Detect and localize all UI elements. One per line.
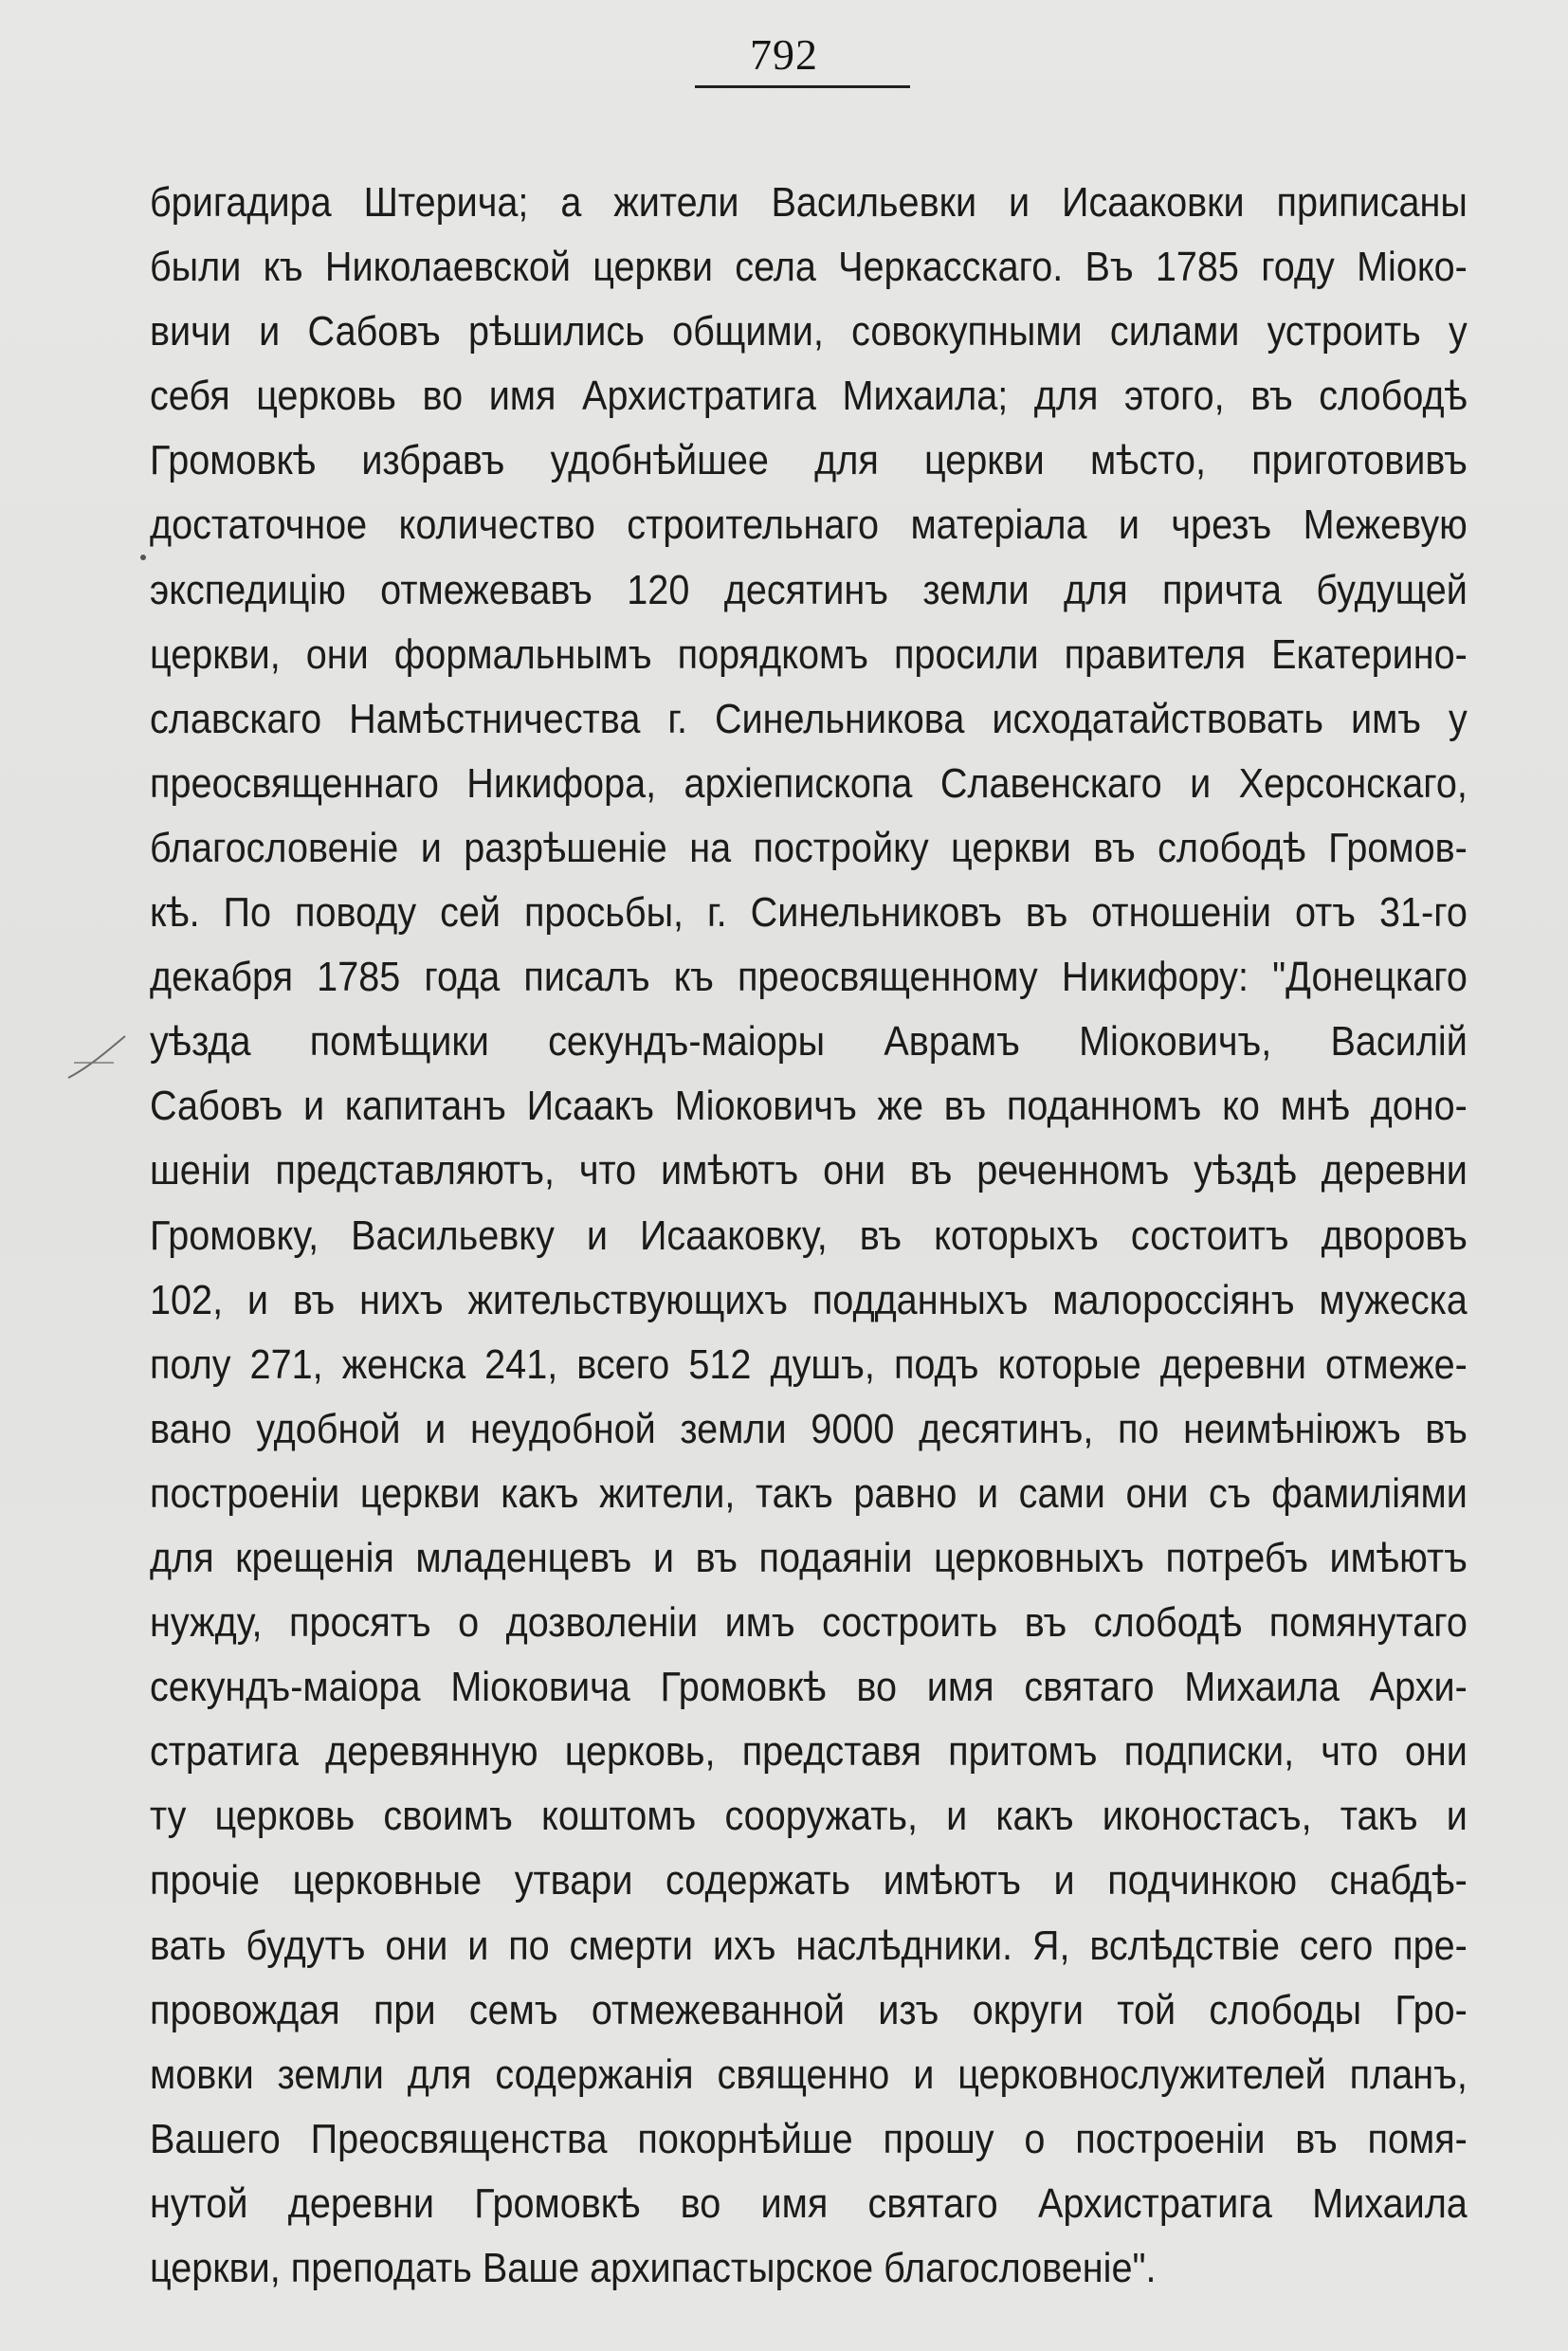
text-line: нутой деревни Громовкѣ во имя святаго Архистратига Михаила	[150, 2179, 1468, 2227]
text-line: для крещенія младенцевъ и въ подаяніи церковныхъ потребъ имѣютъ	[150, 1534, 1468, 1581]
text-line: ту церковь своимъ коштомъ сооружать, и какъ иконостасъ, такъ и	[150, 1793, 1468, 1840]
text-line: вано удобной и неудобной земли 9000 десятинъ, по неимѣніюжъ въ	[150, 1405, 1468, 1452]
text-line: уѣзда помѣщики секундъ-маіоры Аврамъ Міоковичъ, Василій	[150, 1018, 1468, 1066]
text-line: экспедицію отмежевавъ 120 десятинъ земли для причта будущей	[150, 566, 1468, 613]
text-line: шеніи представляютъ, что имѣютъ они въ реченномъ уѣздѣ деревни	[150, 1147, 1468, 1194]
text-line: славскаго Намѣстничества г. Синельникова исходатайствовать имъ у	[150, 695, 1468, 742]
text-line: секундъ-маіора Міоковича Громовкѣ во имя святаго Михаила Архи-	[150, 1664, 1468, 1711]
text-line: вичи и Сабовъ рѣшились общими, совокупными силами устроить у	[150, 308, 1468, 355]
text-line: полу 271, женска 241, всего 512 душъ, подъ которые деревни отмеже-	[150, 1340, 1468, 1388]
text-line-last: церкви, преподать Ваше архипастырское благословеніе".	[150, 2245, 1157, 2291]
text-line: прочіе церковные утвари содержать имѣютъ и подчинкою снабдѣ-	[150, 1857, 1468, 1904]
page-number: 792	[750, 30, 818, 79]
page-number-rule	[695, 85, 910, 88]
text-line: достаточное количество строительнаго матеріала и чрезъ Межевую	[150, 501, 1468, 549]
text-line: бригадира Штерича; а жители Васильевки и Исааковки приписаны	[150, 179, 1468, 226]
text-line: преосвященнаго Никифора, архіепископа Славенскаго и Херсонскаго,	[150, 759, 1468, 807]
margin-pencil-dot	[140, 555, 146, 560]
text-line: церкви, они формальнымъ порядкомъ просили правителя Екатерино-	[150, 630, 1468, 678]
text-line: декабря 1785 года писалъ къ преосвященному Никифору: "Донецкаго	[150, 954, 1468, 1001]
text-line: себя церковь во имя Архистратига Михаила; для этого, въ слободѣ	[150, 373, 1468, 420]
text-line: построеніи церкви какъ жители, такъ равно и сами они съ фамиліями	[150, 1469, 1468, 1517]
text-line: мовки земли для содержанія священно и церковнослужителей планъ,	[150, 2050, 1468, 2098]
text-line: Вашего Преосвященства покорнѣйше прошу о построеніи въ помя-	[150, 2115, 1468, 2162]
text-line: Сабовъ и капитанъ Исаакъ Міоковичъ же въ поданномъ ко мнѣ доно-	[150, 1083, 1468, 1130]
text-line: нужду, просятъ о дозволеніи имъ состроить въ слободѣ помянутаго	[150, 1599, 1468, 1647]
text-line: провождая при семъ отмежеванной изъ округи той слободы Гро-	[150, 1986, 1468, 2033]
body-text	[150, 171, 1468, 2301]
text-line: кѣ. По поводу сей просьбы, г. Синельниковъ въ отношеніи отъ 31-го	[150, 889, 1468, 937]
text-line: Громовкѣ избравъ удобнѣйшее для церкви мѣсто, приготовивъ	[150, 437, 1468, 484]
text-line: благословеніе и разрѣшеніе на постройку церкви въ слободѣ Громов-	[150, 824, 1468, 871]
text-line: стратига деревянную церковь, представя притомъ подписки, что они	[150, 1728, 1468, 1776]
text-line: Громовку, Васильевку и Исааковку, въ которыхъ состоитъ дворовъ	[150, 1212, 1468, 1259]
text-line: 102, и въ нихъ жительствующихъ подданныхъ малороссіянъ мужеска	[150, 1276, 1468, 1323]
text-line: вать будутъ они и по смерти ихъ наслѣдники. Я, вслѣдствіе сего пре-	[150, 1922, 1468, 1969]
text-line: были къ Николаевской церкви села Черкасскаго. Въ 1785 году Міоко-	[150, 244, 1468, 291]
